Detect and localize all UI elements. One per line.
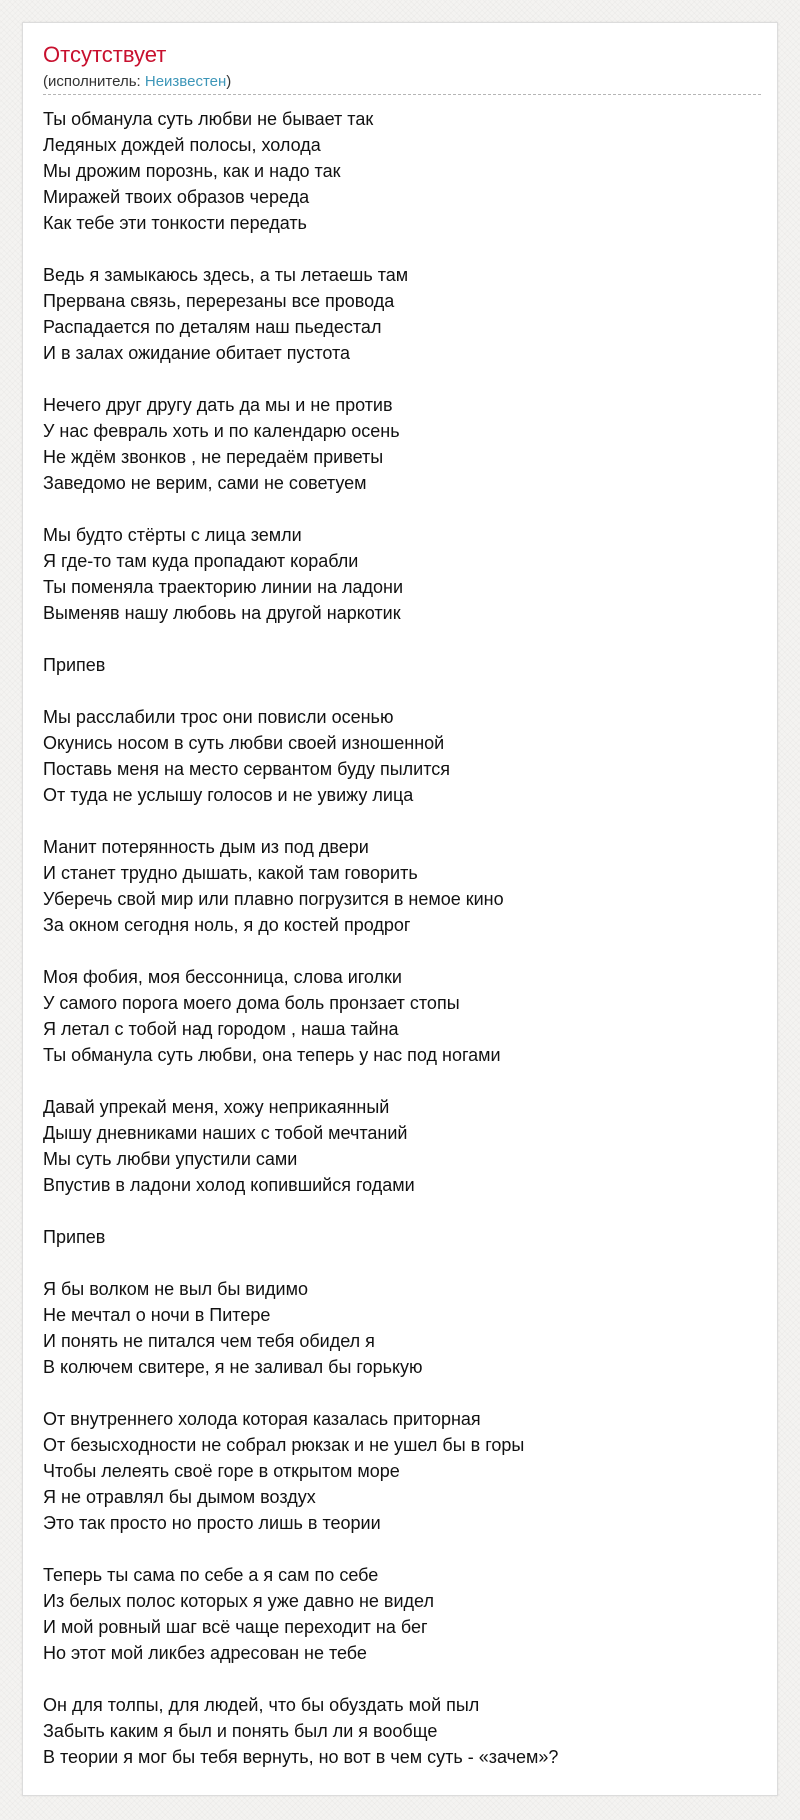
lyrics-text: Ты обманула суть любви не бывает так Ледяных дождей полосы, холода Мы дрожим порознь, как и надо так Миражей твоих образов череда Как тебе эти тонкости передать Ведь я замыкаюсь здесь, а ты летаешь там Прервана связь, перерезаны все провода Распадается по деталям наш пьедестал И в залах ожидание обитает пустота Нечего друг другу дать да мы и не против У нас февраль хоть и по календарю осень Не ждём звонков , не передаём приветы Заведомо не верим, сами не советуем Мы будто стёрты с лица земли Я где-то там куда пропадают корабли Ты поменяла траекторию линии на ладони Выменяв нашу любовь на другой наркотик Припев Мы расслабили трос они повисли осенью Окунись носом в суть любви своей изношенной Поставь меня на место сервантом буду пылится От туда не услышу голосов и не увижу лица Манит потерянность дым из под двери И станет трудно дышать, какой там говорить Уберечь свой мир или плавно погрузится в немое кино За окном сегодня ноль, я до костей продрог Моя фобия, моя бессонница, слова иголки У самого порога моего дома боль пронзает стопы Я летал с тобой над городом , наша тайна Ты обманула суть любви, она теперь у нас под ногами Давай упрекай меня, хожу неприкаянный Дышу дневниками наших с тобой мечтаний Мы суть любви упустили сами Впустив в ладони холод копившийся годами Припев Я бы волком не выл бы видимо Не мечтал о ночи в Питере И понять не питался чем тебя обидел я В колючем свитере, я не заливал бы горькую От внутреннего холода которая казалась приторная От безысходности не собрал рюкзак и не ушел бы в горы Чтобы лелеять своё горе в открытом море Я не отравлял бы дымом воздух Это так просто но просто лишь в теории Теперь ты сама по себе а я сам по себе Из белых полос которых я уже давно не видел И мой ровный шаг всё чаще переходит на бег Но этот мой ликбез адресован не тебе Он для толпы, для людей, что бы обуздать мой пыл Забыть каким я был и понять был ли я вообще В теории я мог бы тебя вернуть, но вот в чем суть - «зачем»? bbox=[43, 109, 559, 1767]
lyrics-card bbox=[22, 22, 778, 1796]
artist-link[interactable]: Неизвестен bbox=[144, 73, 227, 90]
artist-suffix: ) bbox=[226, 73, 232, 90]
artist-line bbox=[43, 73, 761, 95]
artist-prefix: (исполнитель: bbox=[43, 73, 145, 90]
song-title: Отсутствует bbox=[43, 42, 167, 67]
